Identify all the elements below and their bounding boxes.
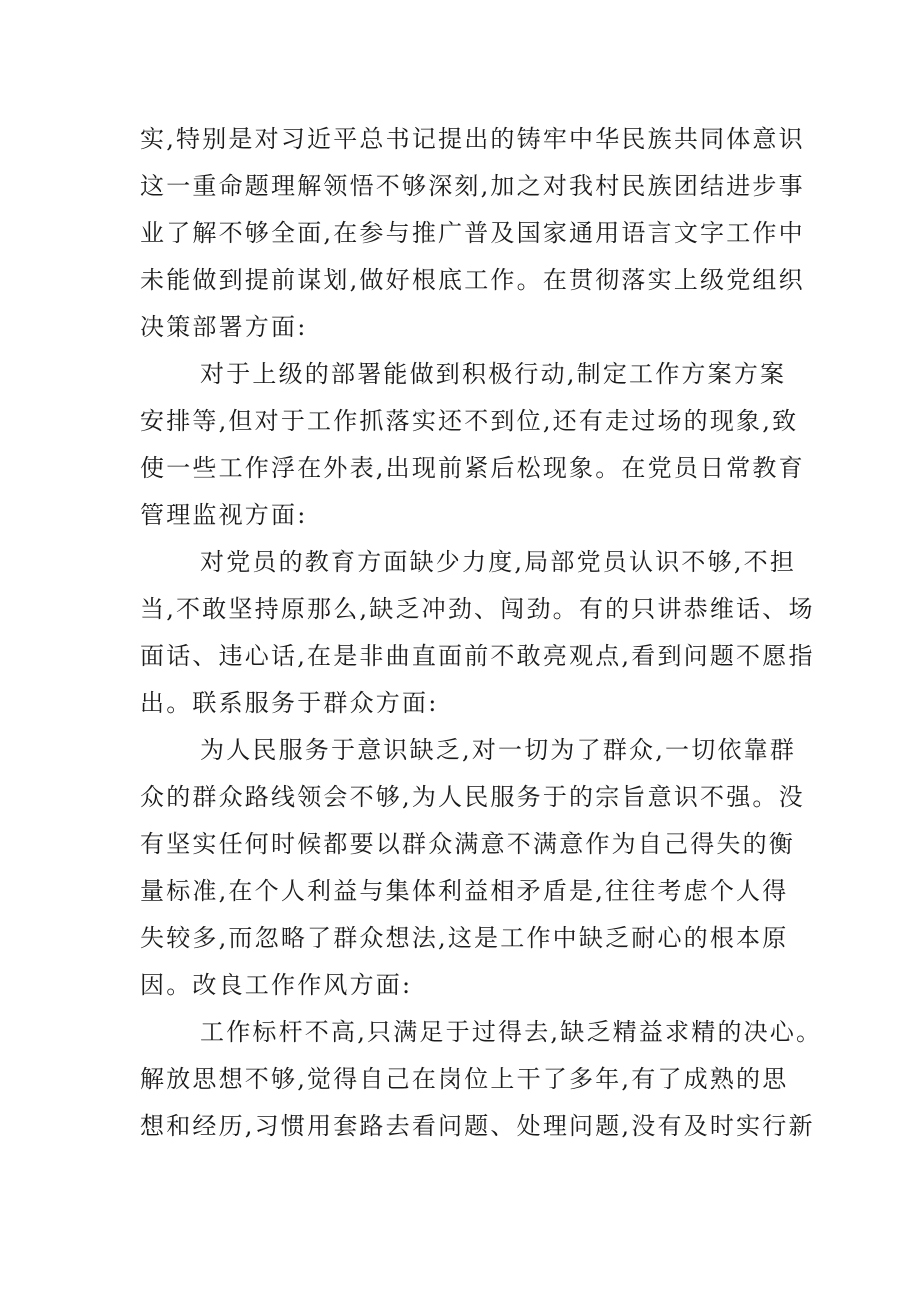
text-line: 面话、违心话,在是非曲直面前不敢亮观点,看到问题不愿指: [140, 642, 815, 670]
text-line: 量标准,在个人利益与集体利益相矛盾是,往往考虑个人得: [140, 877, 789, 905]
text-line: 因。改良工作作风方面:: [140, 971, 413, 999]
document-body: [140, 116, 823, 1150]
text-line: 未能做到提前谋划,做好根底工作。在贯彻落实上级党组织: [140, 266, 805, 294]
text-line: 众的群众路线领会不够,为人民服务于的宗旨意识不强。没: [140, 783, 805, 811]
paragraph-first-line: 对于上级的部署能做到积极行动,制定工作方案方案: [200, 360, 787, 388]
text-line: 业了解不够全面,在参与推广普及国家通用语言文字工作中: [140, 219, 805, 247]
text-line: 失较多,而忽略了群众想法,这是工作中缺乏耐心的根本原: [140, 924, 789, 952]
text-line: 想和经历,习惯用套路去看问题、处理问题,没有及时实行新: [140, 1112, 815, 1140]
paragraph-first-line: 工作标杆不高,只满足于过得去,缺乏精益求精的决心。: [200, 1018, 823, 1046]
text-line: 使一些工作浮在外表,出现前紧后松现象。在党员日常教育: [140, 454, 805, 482]
text-line: 安排等,但对于工作抓落实还不到位,还有走过场的现象,致: [140, 407, 799, 435]
text-line: 实,特别是对习近平总书记提出的铸牢中华民族共同体意识: [140, 125, 805, 153]
paragraph-first-line: 为人民服务于意识缺乏,对一切为了群众,一切依靠群: [200, 736, 797, 764]
text-line: 出。联系服务于群众方面:: [140, 689, 439, 717]
text-line: 当,不敢坚持原那么,缺乏冲劲、闯劲。有的只讲恭维话、场: [140, 595, 815, 623]
text-line: 有坚实任何时候都要以群众满意不满意作为自己得失的衡: [140, 830, 795, 858]
text-line: 决策部署方面:: [140, 313, 308, 341]
paragraph-first-line: 对党员的教育方面缺少力度,局部党员认识不够,不担: [200, 548, 797, 576]
text-line: 解放思想不够,觉得自己在岗位上干了多年,有了成熟的思: [140, 1065, 789, 1093]
text-line: 这一重命题理解领悟不够深刻,加之对我村民族团结进步事: [140, 172, 805, 200]
text-line: 管理监视方面:: [140, 501, 308, 529]
